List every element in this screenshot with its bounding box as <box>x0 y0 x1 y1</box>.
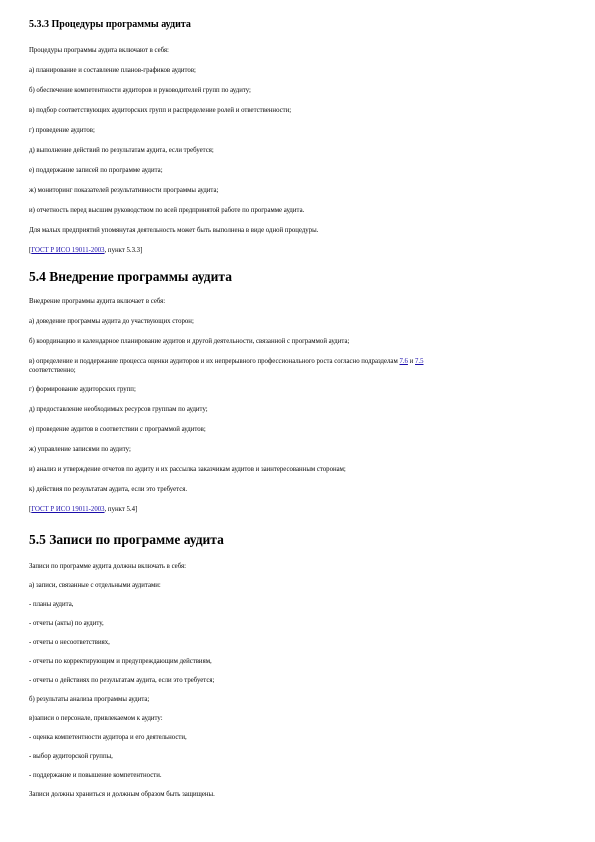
gost-link[interactable]: ГОСТ Р ИСО 19011-2003 <box>31 247 105 254</box>
list-item: - отчеты о несоответствиях, <box>29 639 110 646</box>
list-item: - отчеты о действиях по результатам аудита, если это требуется; <box>29 677 215 684</box>
list-item-with-links <box>29 357 573 375</box>
source-bracket: [ <box>29 506 32 513</box>
list-item: в)записи о персонале, привлекаемом к аудиту: <box>29 715 163 722</box>
subsection-7-5-link[interactable]: 7.5 <box>415 358 424 365</box>
list-item: ж) управление записями по аудиту; <box>29 446 131 453</box>
source-clause: , пункт 5.4] <box>104 506 138 513</box>
section-5-5-closing: Записи должны храниться и должным образом быть защищены. <box>29 791 215 798</box>
list-item: к) действия по результатам аудита, если это требуется. <box>29 486 188 493</box>
list-item: а) планирование и составление планов-графиков аудитов; <box>29 67 196 74</box>
list-item: в) подбор соответствующих аудиторских групп и распределение ролей и ответственности; <box>29 107 292 114</box>
list-item-text: в) определение и поддержание процесса оценки аудиторов и их непрерывного профессионального роста согласно подразделам <box>29 358 400 365</box>
source-clause: , пункт 5.3.3] <box>104 247 143 254</box>
list-item: - отчеты по корректирующим и предупреждающим действиям, <box>29 658 212 665</box>
source-reference <box>29 505 573 514</box>
list-item: а) записи, связанные с отдельными аудитами: <box>29 582 161 589</box>
list-item: - отчеты (акты) по аудиту, <box>29 620 104 627</box>
list-item: е) поддержание записей по программе аудита; <box>29 167 163 174</box>
list-item: и) анализ и утверждение отчетов по аудиту и их рассылка заказчикам аудитов и заинтересованным сторонам; <box>29 466 346 473</box>
section-5-5-heading: 5.5 Записи по программе аудита <box>29 532 224 547</box>
section-5-4-heading: 5.4 Внедрение программы аудита <box>29 269 232 284</box>
list-item: д) предоставление необходимых ресурсов группам по аудиту; <box>29 406 208 413</box>
list-item: ж) мониторинг показателей результативности программы аудита; <box>29 187 219 194</box>
section-5-3-3-note: Для малых предприятий упомянутая деятельность может быть выполнена в виде одной процедуры. <box>29 227 319 234</box>
section-5-5-intro: Записи по программе аудита должны включать в себя: <box>29 563 186 570</box>
list-item: д) выполнение действий по результатам аудита, если требуется; <box>29 147 214 154</box>
list-item-text-end: соответственно; <box>29 367 76 374</box>
list-item: - планы аудита, <box>29 601 74 608</box>
list-item: б) результаты анализа программы аудита; <box>29 696 150 703</box>
section-5-3-3-heading: 5.3.3 Процедуры программы аудита <box>29 19 191 30</box>
source-reference <box>29 246 573 255</box>
list-item: - оценка компетентности аудитора и его деятельности, <box>29 734 187 741</box>
list-item: е) проведение аудитов в соответствии с программой аудитов; <box>29 426 206 433</box>
list-item: и) отчетность перед высшим руководством по всей предпринятой работе по программе аудита. <box>29 207 305 214</box>
section-5-3-3-intro: Процедуры программы аудита включают в себя: <box>29 47 169 54</box>
gost-link[interactable]: ГОСТ Р ИСО 19011-2003 <box>31 506 105 513</box>
list-item: - выбор аудиторской группы, <box>29 753 113 760</box>
subsection-7-6-link[interactable]: 7.6 <box>399 358 408 365</box>
list-item: г) формирование аудиторских групп; <box>29 386 136 393</box>
list-item: г) проведение аудитов; <box>29 127 95 134</box>
list-item: - поддержание и повышение компетентности. <box>29 772 162 779</box>
list-item: а) доведение программы аудита до участвующих сторон; <box>29 318 194 325</box>
list-item: б) координацию и календарное планирование аудитов и другой деятельности, связанной с программой аудита; <box>29 338 350 345</box>
section-5-4-intro: Внедрение программы аудита включает в себя: <box>29 298 166 305</box>
conjunction: и <box>407 358 415 365</box>
list-item: б) обеспечение компетентности аудиторов и руководителей групп по аудиту; <box>29 87 251 94</box>
source-bracket: [ <box>29 247 32 254</box>
